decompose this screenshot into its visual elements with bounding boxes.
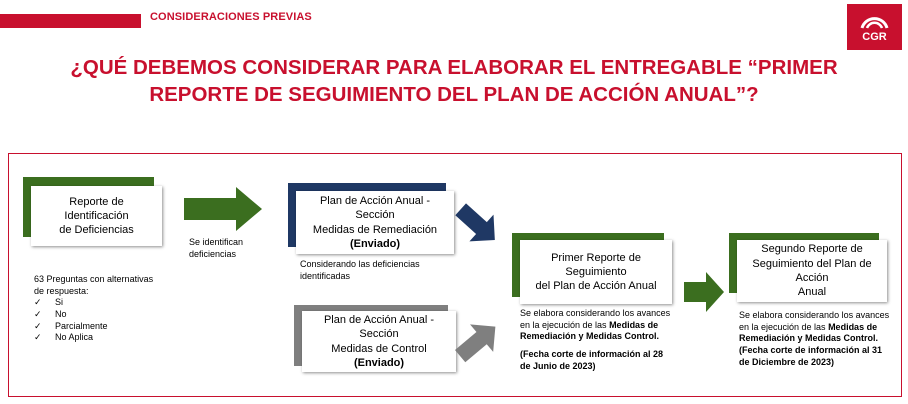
box2-note-line2: identificadas: [300, 270, 351, 281]
logo-text: CGR: [862, 31, 887, 43]
cgr-logo: [847, 4, 902, 50]
box1-line2: de Deficiencias: [59, 224, 134, 237]
answer-option: [34, 297, 153, 309]
box1-line1: Reporte de Identificación: [64, 195, 129, 222]
arrow-up-right-icon: [455, 318, 501, 364]
box5-note-date2: de Diciembre de 2023): [739, 356, 835, 367]
box4-note-line2-bold: Medidas de: [609, 319, 659, 330]
box2-line2: Medidas de Remediación: [312, 223, 438, 236]
primer-reporte-box: [520, 240, 672, 304]
page-title-line-2: REPORTE DE SEGUIMIENTO DEL PLAN DE ACCIÓN ANUAL”?: [149, 83, 759, 106]
check-icon: ✓: [34, 332, 42, 343]
box2-line1: Plan de Acción Anual - Sección: [319, 194, 431, 222]
answer-option-label: No Aplica: [55, 332, 94, 343]
answer-option-label: Si: [55, 297, 64, 308]
segundo-reporte-box: [737, 240, 887, 302]
arrow1-label: [189, 237, 243, 260]
box2-note: [300, 259, 420, 282]
check-icon: ✓: [34, 297, 42, 308]
page-title-line-1: ¿QUÉ DEBEMOS CONSIDERAR PARA ELABORAR EL ENTREGABLE “PRIMER: [70, 56, 838, 79]
arrow-down-right-icon: [455, 200, 503, 248]
box5-note-line2-bold: Medidas de: [828, 321, 878, 332]
reporte-identificacion-box: [31, 186, 162, 246]
box5-note-line3: Remediación y Medidas Control.: [739, 333, 879, 344]
answer-option: [34, 309, 153, 321]
answer-option-label: Parcialmente: [55, 320, 108, 331]
plan-control-box: [302, 311, 456, 372]
check-icon: ✓: [34, 320, 42, 331]
questions-note: [34, 274, 153, 344]
arrow-right-icon: [184, 187, 264, 231]
section-label: CONSIDERACIONES PREVIAS: [150, 11, 312, 23]
box4-note-line3: Remediación y Medidas Control.: [520, 331, 660, 342]
box5-note: [739, 310, 889, 368]
box4-note-date1: (Fecha corte de información al 28: [520, 349, 664, 360]
answer-option-label: No: [55, 309, 67, 320]
box5-note-line1: Se elabora considerando los avances: [739, 310, 890, 320]
box2-status: (Enviado): [349, 237, 401, 250]
box3-status: (Enviado): [353, 356, 405, 369]
box4-line2: del Plan de Acción Anual: [535, 280, 657, 293]
box5-line2: Seguimiento del Plan de Acción: [752, 257, 872, 284]
box4-line1: Primer Reporte de Seguimiento: [551, 251, 641, 278]
check-icon: ✓: [34, 309, 42, 320]
questions-line2: de respuesta:: [34, 285, 89, 296]
box4-note-line1: Se elabora considerando los avances: [520, 308, 671, 318]
answer-options-list: [34, 297, 153, 344]
box5-line1: Segundo Reporte de: [761, 243, 863, 256]
box2-note-line1: Considerando las deficiencias: [300, 259, 420, 269]
answer-option: [34, 332, 153, 344]
header-accent-bar: [0, 14, 141, 28]
box5-note-line2: en la ejecución de las: [739, 321, 829, 332]
arrow1-label-line1: Se identifican: [189, 237, 244, 247]
box4-note: [520, 308, 670, 372]
logo-mark-icon: [859, 10, 890, 30]
box4-note-line2: en la ejecución de las: [520, 319, 610, 330]
questions-line1: 63 Preguntas con alternativas: [34, 274, 154, 284]
answer-option: [34, 321, 153, 333]
box3-line1: Plan de Acción Anual - Sección: [323, 313, 435, 341]
box3-line2: Medidas de Control: [331, 342, 427, 355]
box5-line3: Anual: [797, 286, 827, 299]
box5-note-date1: (Fecha corte de información al 31: [739, 345, 883, 356]
plan-remediacion-box: [296, 191, 454, 254]
arrow1-label-line2: deficiencias: [189, 248, 237, 259]
box4-note-date2: de Junio de 2023): [520, 360, 596, 371]
arrow-right-icon: [684, 272, 726, 312]
